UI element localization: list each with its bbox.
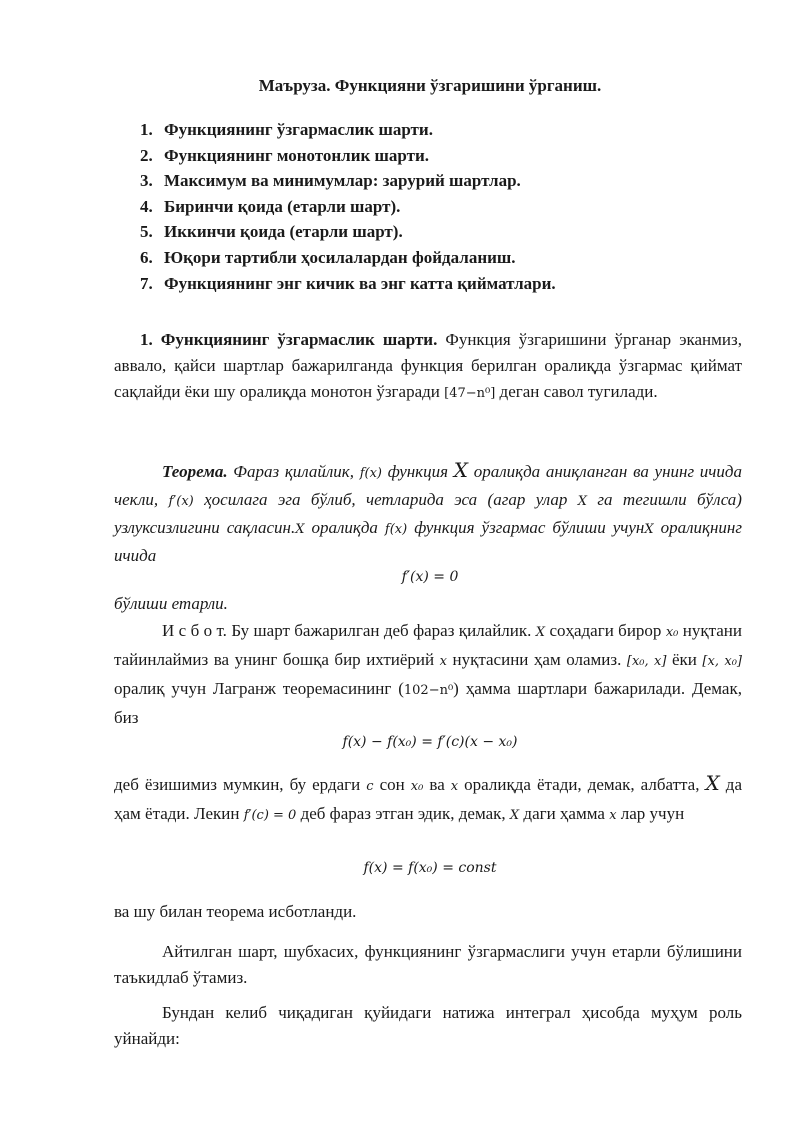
formula-lagrange: f(x) − f(x₀) = f′(c)(x − x₀) (342, 734, 518, 750)
math-f-x: f(x) (359, 466, 382, 481)
math-c: c (366, 779, 374, 794)
topic-item: 3. Максимум ва минимумлар: зарурий шартлар. (140, 171, 521, 191)
math-f-prime-c-zero: f′(c) = 0 (243, 808, 297, 823)
theorem-proved-line: ва шу билан теорема исботланди. (114, 902, 357, 921)
lagrange-consequence-paragraph: деб ёзишимиз мумкин, бу ердаги c сон x₀ ва x оралиқда ётади, демак, албатта, X да ҳам ётади. Лекин f′(c) = 0 деб фараз этган эдик, демак, X даги ҳамма x лар учун (114, 771, 743, 823)
topic-item: 2. Функциянинг монотонлик шарти. (140, 145, 430, 165)
math-X-set: X (509, 808, 520, 823)
math-x: x (450, 779, 459, 794)
math-X-set: X (453, 458, 468, 482)
lecture-title: Маъруза. Функцияни ўзгаришини ўрганиш. (258, 76, 602, 95)
corollary-intro-paragraph: Бундан келиб чиқадиган қуйидаги натижа интеграл ҳисобда муҳум роль уйнайди: (114, 1003, 742, 1048)
formula-derivative-zero: f′(x) = 0 (401, 569, 459, 585)
math-x: x (609, 808, 617, 823)
math-f-prime-x: f′(x) (168, 494, 194, 509)
math-X-set: X (644, 522, 654, 537)
math-x: x (439, 654, 447, 669)
topic-item: 4. Биринчи қоида (етарли шарт). (140, 196, 401, 216)
topic-item: 1. Функциянинг ўзгармаслик шарти. (140, 120, 433, 139)
section1-heading: 1. Функциянинг ўзгармаслик шарти. (140, 330, 438, 349)
math-X-set: X (577, 494, 588, 509)
math-X-set: X (295, 522, 305, 537)
section1-paragraph: 1. Функциянинг ўзгармаслик шарти. Функция ўзгаришини ўрганар эканмиз, аввало, қайси шартлар бажарилганда функция берилган оралиқда ўзгармас қиймат сақлайди ёки шу оралиқда монотон ўзгаради [47−n⁰] деган савол тугилади. (114, 330, 742, 401)
math-X-set: X (705, 771, 720, 795)
math-x0: x₀ (410, 779, 424, 794)
topic-item: 5. Иккинчи қоида (етарли шарт). (140, 222, 403, 242)
topic-item: 7. Функциянинг энг кичик ва энг катта қийматлари. (140, 273, 556, 293)
remark-paragraph: Айтилган шарт, шубхасих, функциянинг ўзгармаслиги учун етарли бўлишини таъкидлаб ўтамиз. (114, 942, 742, 987)
theorem-conclusion: бўлиши етарли. (114, 594, 228, 613)
topic-item: 6. Юқори тартибли ҳосилалардан фойдаланиш. (140, 247, 516, 267)
math-interval-x-x0: [x, x₀] (702, 654, 742, 669)
theorem-paragraph: Теорема. Фараз қилайлик, f(x) функция X оралиқда аниқланган ва унинг ичида чекли, f′(x) ҳосилага эга бўлиб, четларида эса (агар улар X га тегишли бўлса) узлуксизлигини сақласин.X оралиқда f(x) функция ўзгармас бўлиши учунX оралиқнинг ичида (114, 458, 742, 565)
reference-47: [47−n⁰] (444, 386, 496, 401)
theorem-label: Теорема. (162, 462, 228, 481)
math-X-set: X (535, 625, 546, 640)
reference-102: 102−n⁰ (403, 683, 454, 698)
math-f-x: f(x) (384, 522, 408, 537)
math-x0: x₀ (665, 625, 679, 640)
topic-list (140, 117, 556, 296)
math-interval-x0-x: [x₀, x] (626, 654, 667, 669)
proof-paragraph: И с б о т. Бу шарт бажарилган деб фараз қилайлик. X соҳадаги бирор x₀ нуқтани тайинлаймиз ва унинг бошқа бир ихтиёрий x нуқтасини ҳам оламиз. [x₀, x] ёки [x, x₀] оралиқ учун Лагранж теоремасининг (102−n⁰) ҳамма шартлари бажарилади. Демак, биз (114, 621, 742, 727)
formula-constant: f(x) = f(x₀) = const (363, 860, 497, 876)
